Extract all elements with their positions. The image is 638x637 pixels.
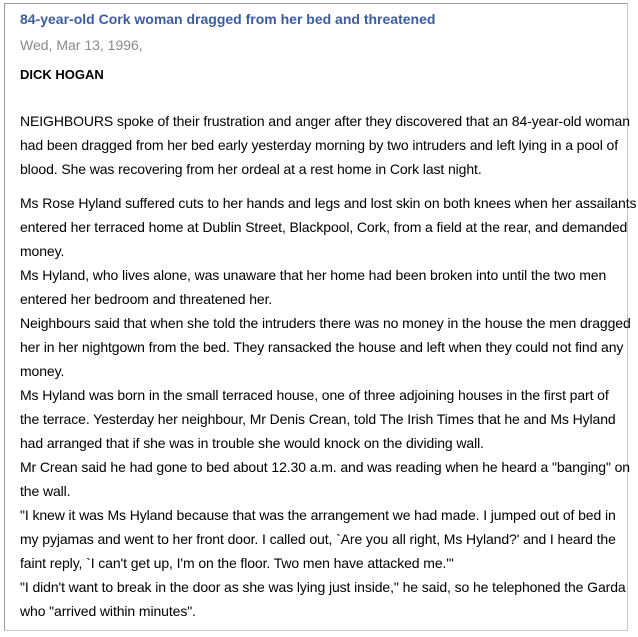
paragraph-line: had arranged that if she was in trouble she would knock on the dividing wall. bbox=[20, 435, 484, 451]
article-paragraph bbox=[20, 263, 626, 311]
article-paragraph bbox=[20, 503, 626, 575]
paragraph-line: the wall. bbox=[20, 483, 71, 499]
paragraph-line: money. bbox=[20, 363, 65, 379]
article-frame bbox=[4, 3, 637, 631]
paragraph-line: Ms Hyland, who lives alone, was unaware that her home had been broken into until the two men bbox=[20, 267, 607, 283]
article-paragraph bbox=[20, 191, 637, 263]
paragraph-line: money. bbox=[20, 243, 65, 259]
paragraph-line: who "arrived within minutes". bbox=[20, 603, 196, 619]
article-paragraph bbox=[20, 455, 630, 503]
paragraph-line: NEIGHBOURS spoke of their frustration and anger after they discovered that an 84-year-old woman bbox=[20, 113, 630, 129]
paragraph-line: faint reply, `I can't get up, I'm on the floor. Two men have attacked me.'" bbox=[20, 555, 454, 571]
paragraph-line: her in her nightgown from the bed. They ransacked the house and left when they could not find any bbox=[20, 339, 624, 355]
article-paragraph bbox=[20, 383, 626, 455]
article-paragraph bbox=[20, 575, 626, 623]
paragraph-line: the terrace. Yesterday her neighbour, Mr Denis Crean, told The Irish Times that he and Ms Hyland bbox=[20, 411, 616, 427]
article-body bbox=[20, 109, 637, 623]
paragraph-line: blood. She was recovering from her ordeal at a rest home in Cork last night. bbox=[20, 161, 482, 177]
article-headline: 84-year-old Cork woman dragged from her bed and threatened bbox=[20, 11, 436, 27]
article-paragraph bbox=[20, 109, 630, 181]
article-byline: DICK HOGAN bbox=[20, 67, 104, 82]
paragraph-line: entered her terraced home at Dublin Street, Blackpool, Cork, from a field at the rear, and demanded bbox=[20, 219, 628, 235]
paragraph-line: my pyjamas and went to her front door. I called out, `Are you all right, Ms Hyland?' and I heard the bbox=[20, 531, 616, 547]
paragraph-line: Mr Crean said he had gone to bed about 12.30 a.m. and was reading when he heard a "banging" on bbox=[20, 459, 630, 475]
article-date: Wed, Mar 13, 1996, bbox=[20, 37, 143, 53]
paragraph-line: Neighbours said that when she told the intruders there was no money in the house the men dragged bbox=[20, 315, 631, 331]
paragraph-line: had been dragged from her bed early yesterday morning by two intruders and left lying in a pool of bbox=[20, 137, 619, 153]
paragraph-line: entered her bedroom and threatened her. bbox=[20, 291, 273, 307]
paragraph-line: "I didn't want to break in the door as she was lying just inside," he said, so he telephoned the Garda bbox=[20, 579, 626, 595]
paragraph-line: "I knew it was Ms Hyland because that was the arrangement we had made. I jumped out of bed in bbox=[20, 507, 616, 523]
paragraph-line: Ms Hyland was born in the small terraced house, one of three adjoining houses in the first part of bbox=[20, 387, 609, 403]
paragraph-line: Ms Rose Hyland suffered cuts to her hands and legs and lost skin on both knees when her assailants bbox=[20, 195, 637, 211]
article-paragraph bbox=[20, 311, 631, 383]
